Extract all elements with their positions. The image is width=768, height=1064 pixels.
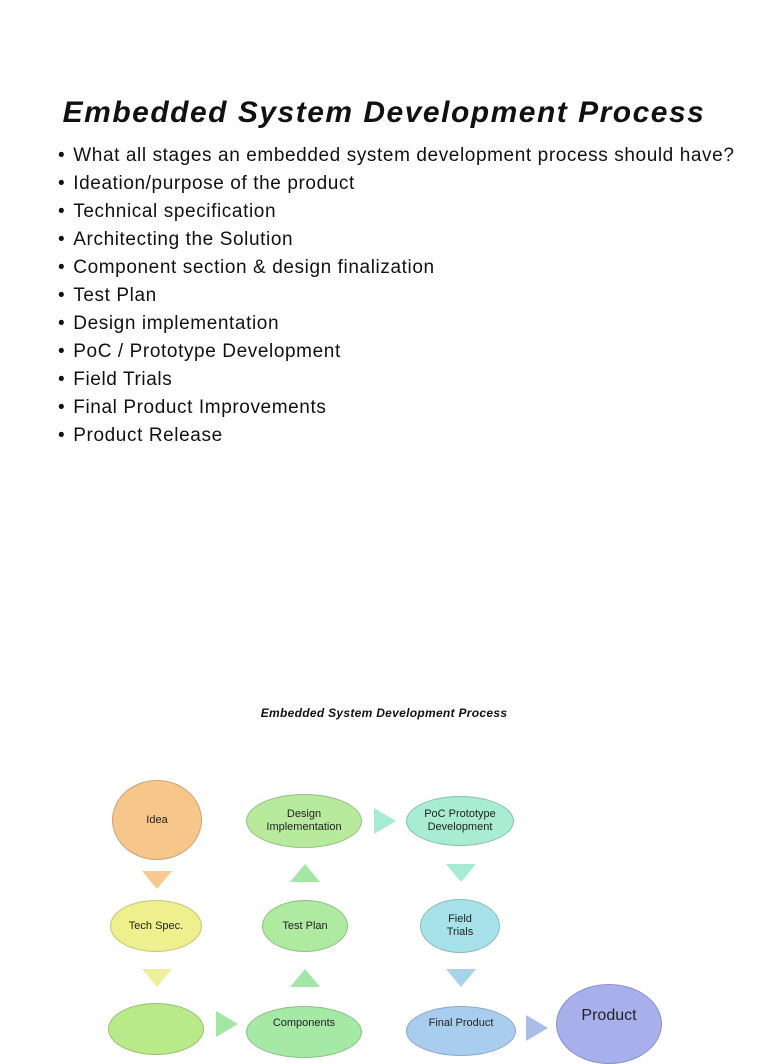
node-architecture	[108, 1003, 204, 1055]
node-poc-prototype: PoC Prototype Development	[406, 796, 514, 846]
arrow-design-to-poc	[374, 808, 396, 834]
node-product: Product	[556, 984, 662, 1064]
list-item: • Component section & design finalization	[58, 254, 735, 282]
list-item: • Product Release	[58, 422, 735, 450]
arrow-poc-to-field-trials	[446, 864, 476, 882]
arrow-final-to-product	[526, 1015, 548, 1041]
list-item: • What all stages an embedded system development process should have?	[58, 142, 735, 170]
node-final-product: Final Product	[406, 1006, 516, 1056]
list-item: • Test Plan	[58, 282, 735, 310]
list-item: • Field Trials	[58, 366, 735, 394]
list-item: • Architecting the Solution	[58, 226, 735, 254]
arrow-field-trials-to-final	[446, 969, 476, 987]
node-components: Components	[246, 1006, 362, 1058]
arrow-tech-spec-to-architecture	[142, 969, 172, 987]
node-test-plan: Test Plan	[262, 900, 348, 952]
list-item: • Design implementation	[58, 310, 735, 338]
node-design-implementation: Design Implementation	[246, 794, 362, 848]
page-title: Embedded System Development Process	[62, 96, 706, 129]
arrow-test-plan-to-design	[290, 864, 320, 882]
node-idea: Idea	[112, 780, 202, 860]
node-field-trials: Field Trials	[420, 899, 500, 953]
list-item: • PoC / Prototype Development	[58, 338, 735, 366]
bullet-list	[58, 142, 735, 450]
arrow-components-to-test-plan	[290, 969, 320, 987]
list-item: • Technical specification	[58, 198, 735, 226]
diagram-title: Embedded System Development Process	[260, 706, 508, 720]
list-item: • Final Product Improvements	[58, 394, 735, 422]
list-item: • Ideation/purpose of the product	[58, 170, 735, 198]
arrow-architecture-to-components	[216, 1011, 238, 1037]
node-tech-spec: Tech Spec.	[110, 900, 202, 952]
arrow-idea-to-tech-spec	[142, 871, 172, 889]
